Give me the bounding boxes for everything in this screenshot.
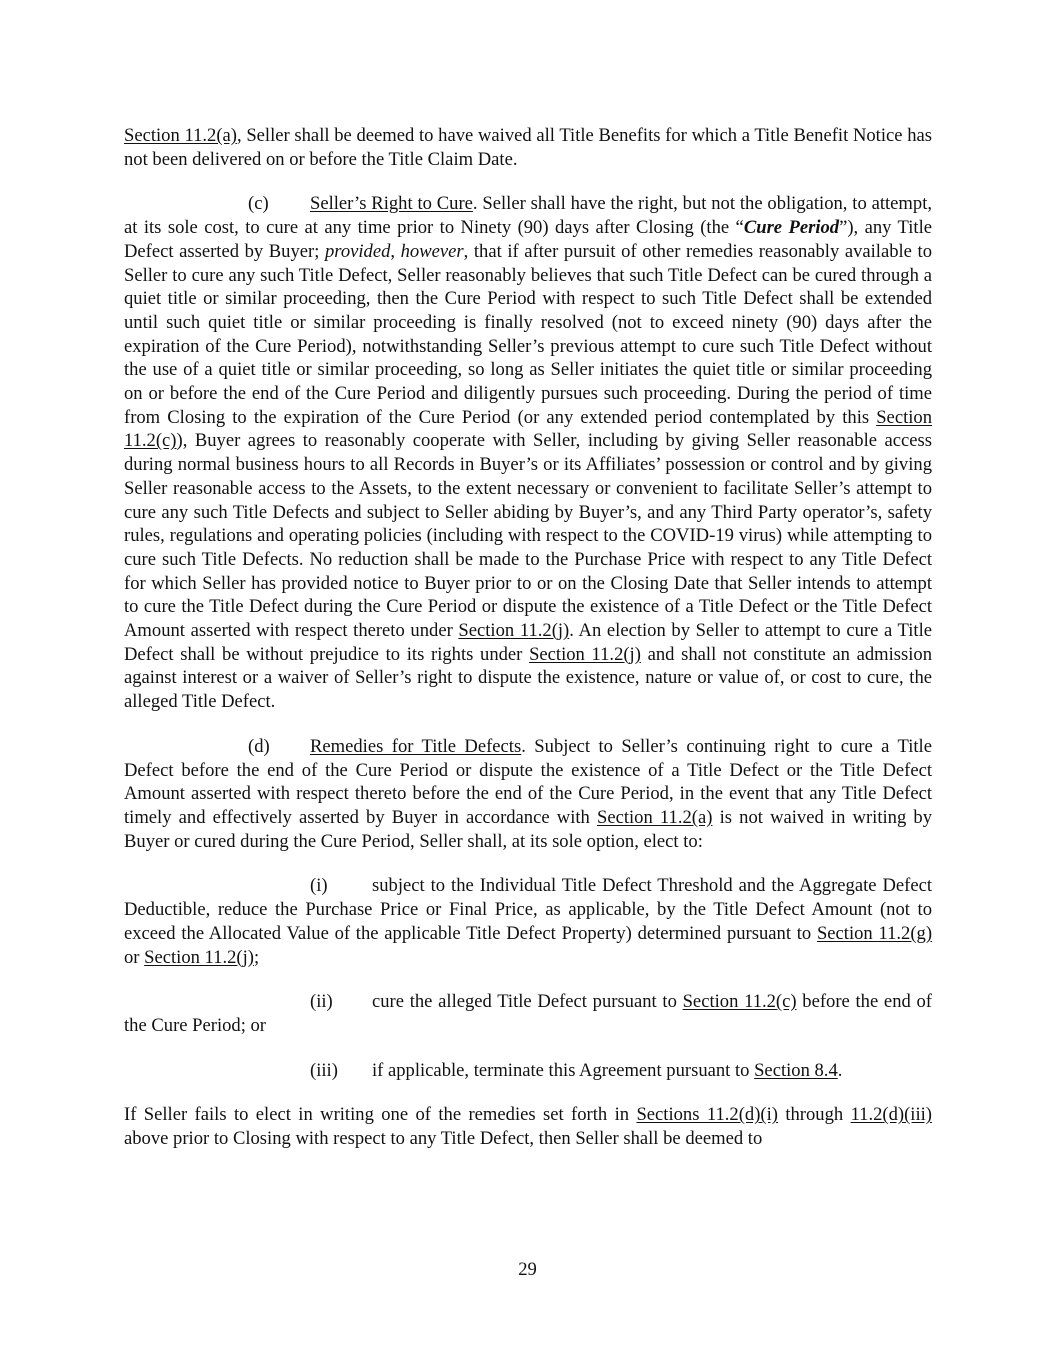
defined-term: Cure Period (743, 217, 840, 239)
clause-label: (iii) (310, 1059, 338, 1081)
section-ref: Section 11.2(a) (597, 806, 713, 828)
section-ref: Section 11.2(j) (144, 946, 254, 968)
section-ref: Section 11.2(c) (124, 406, 932, 452)
paragraph-d-iii: (iii) if applicable, terminate this Agreement pursuant to Section 8.4. (310, 1059, 843, 1081)
document-page (124, 124, 932, 1151)
clause-heading: Remedies for Title Defects (310, 735, 522, 757)
paragraph-d-ii: (ii) cure the alleged Title Defect pursuant to Section 11.2(c) before the end of the Cure Period; or (124, 991, 932, 1036)
paragraph-intro: Section 11.2(a), Seller shall be deemed to have waived all Title Benefits for which a Title Benefit Notice has not been delivered on or before the Title Claim Date. (124, 125, 933, 170)
clause-heading: Seller’s Right to Cure (310, 193, 473, 215)
section-ref: Section 11.2(j) (529, 643, 641, 665)
paragraph-c-sellers-right-to-cure: (c) Seller’s Right to Cure. Seller shall have the right, but not the obligation, to attempt, at its sole cost, to cure at any time prior to Ninety (90) days after Closing (the “Cure Period”), any Title Defect asserted by Buyer; provided, however, that if after pursuit of other remedies reasonably available to Seller to cure any such Title Defect, Seller reasonably believes that such Title Defect can be cured through a quiet title or similar proceeding, then the Cure Period with respect to such Title Defect shall be extended until such quiet title or similar proceeding is finally resolved (not to exceed ninety (90) days after the expiration of the Cure Period), notwithstanding Seller’s previous attempt to cure such Title Defect without the use of a quiet title or similar proceeding, so long as Seller initiates the quiet title or similar proceeding on or before the end of the Cure Period and diligently pursues such proceeding. During the period of time from Closing to the expiration of the Cure Period (or any extended period contemplated by this Section 11.2(c)), Buyer agrees to reasonably cooperate with Seller, including by giving Seller reasonable access during normal business hours to all Records in Buyer’s or its Affiliates’ possession or control and by giving Seller reasonable access to the Assets, to the extent necessary or convenient to facilitate Seller’s attempt to cure any such Title Defects and subject to Seller abiding by Buyer’s, and any Third Party operator’s, safety rules, regulations and operating policies (including with respect to the COVID-19 virus) while attempting to cure such Title Defects. No reduction shall be made to the Purchase Price with respect to any Title Defect for which Seller has provided notice to Buyer prior to or on the Closing Date that Seller intends to attempt to cure the Title Defect during the Cure Period or dispute the existence of a Title Defect or the Title Defect Amount asserted with respect thereto under Section 11.2(j). An election by Seller to attempt to cure a Title Defect shall be without prejudice to its rights under Section 11.2(j) and shall not constitute an admission against interest or a waiver of Seller’s right to dispute the existence, nature or value of, or cost to cure, the alleged Title Defect. (124, 193, 933, 713)
paragraph-d-remedies-for-title-defects: (d) Remedies for Title Defects. Subject to Seller’s continuing right to cure a Title Defect before the end of the Cure Period or dispute the existence of a Title Defect or the Title Defect Amount asserted with respect thereto before the end of the Cure Period, in the event that any Title Defect timely and effectively asserted by Buyer in accordance with Section 11.2(a) is not waived in writing by Buyer or cured during the Cure Period, Seller shall, at its sole option, elect to: (124, 735, 933, 852)
clause-label: (c) (248, 193, 269, 215)
section-ref: Sections 11.2(d)(i) (636, 1104, 778, 1126)
clause-label: (i) (310, 875, 328, 897)
clause-label: (d) (248, 735, 270, 757)
section-ref: Section 11.2(j) (458, 620, 570, 642)
section-ref: Section 11.2(a) (124, 125, 237, 146)
paragraph-d-i: (i) subject to the Individual Title Defect Threshold and the Aggregate Defect Deductible, reduce the Purchase Price or Final Price, as applicable, by the Title Defect Amount (not to exceed the Allocated Value of the applicable Title Defect Property) determined pursuant to Section 11.2(g) or Section 11.2(j); (124, 875, 933, 968)
clause-label: (ii) (310, 991, 333, 1013)
page-number: 29 (518, 1259, 537, 1280)
section-ref: Section 11.2(c) (682, 991, 797, 1013)
section-ref: Section 11.2(g) (816, 922, 933, 944)
section-ref: Section 8.4 (754, 1059, 838, 1081)
section-ref: 11.2(d)(iii) (850, 1104, 932, 1126)
paragraph-final: If Seller fails to elect in writing one of the remedies set forth in Sections 11.2(d)(i) through 11.2(d)(iii) above prior to Closing with respect to any Title Defect, then Seller shall be deemed to (124, 1104, 932, 1150)
